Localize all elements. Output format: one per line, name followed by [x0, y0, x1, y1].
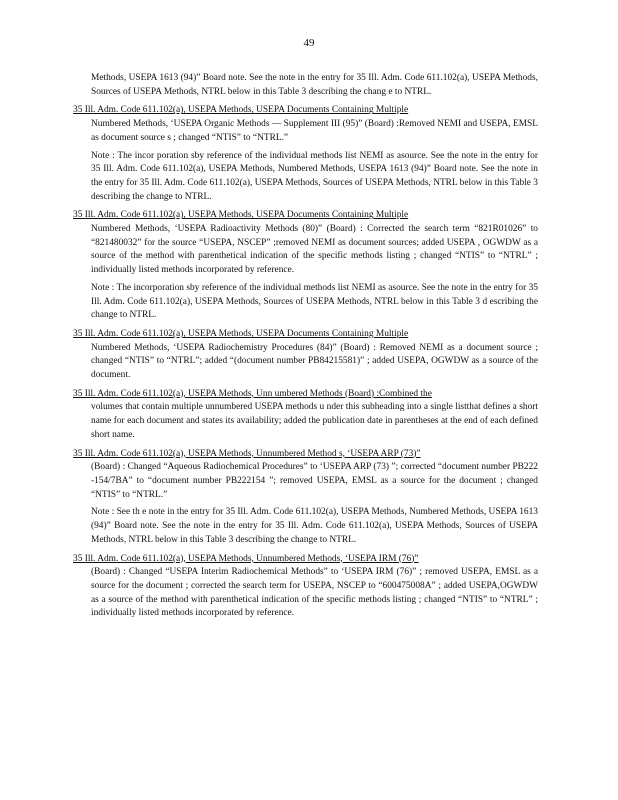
amendment-entry [73, 448, 538, 548]
entries-list [73, 104, 538, 621]
amendment-entry [73, 209, 538, 323]
amendment-entry [73, 388, 538, 443]
entry-citation: 35 Ill. Adm. Code 611.102(a), USEPA Methods, USEPA Documents Containing Multiple [73, 210, 409, 221]
amendment-entry [73, 553, 538, 622]
entry-note: Note : See th e note in the entry for 35 Ill. Adm. Code 611.102(a), USEPA Methods, Numbered Methods, USEPA 1613 (94)” Board note. See the note in the entry for 35 Ill. Adm. Code 611.102(a), USEPA Methods, Sources of USEPA Methods, NTRL below in this Table 3 describing the change to NTRL. [91, 507, 538, 545]
entry-description: Numbered Methods, ‘USEPA Organic Methods — Supplement III (95)” (Board) :Removed NEMI and USEPA, EMSL as document source s ; changed “NTIS” to “NTRL.” [91, 119, 538, 143]
entry-description: Numbered Methods, ‘USEPA Radiochemistry Procedures (84)” (Board) : Removed NEMI as a document source ; changed “NTIS” to “NTRL”; added “(document number PB84215581)” ; added USEPA, OGWDW as a source of the document. [91, 342, 538, 381]
entry-citation: 35 Ill. Adm. Code 611.102(a), USEPA Methods, USEPA Documents Containing Multiple [73, 328, 409, 339]
amendment-entry [73, 104, 538, 204]
page-number: 49 [303, 37, 315, 49]
amendment-entry [73, 328, 538, 383]
entry-note: Note : The incorporation sby reference of the individual methods list NEMI as asource. See the note in the entry for 35 Ill. Adm. Code 611.102(a), USEPA Methods, Sources of USEPA Methods, NTRL below in this Table 3 d escribing the change to NTRL. [91, 282, 538, 321]
entry-citation: 35 Ill. Adm. Code 611.102(a), USEPA Methods, USEPA Documents Containing Multiple [73, 105, 409, 116]
entry-citation: 35 Ill. Adm. Code 611.102(a), USEPA Methods, Unnumbered Method s, ‘USEPA ARP (73)” [73, 448, 421, 459]
entry-description: (Board) : Changed “Aqueous Radiochemical Procedures” to ‘USEPA ARP (73) ”; corrected “document number PB222 -154/7BA” to “document number PB222154 ”; removed USEPA, EMSL as a source for the document ; changed “NTIS” to “NTRL.” [91, 462, 538, 500]
table-3-content [73, 72, 538, 626]
entry-note: Note : The incor poration sby reference of the individual methods list NEMI as asource. See the note in the entry for 35 Ill. Adm. Code 611.102(a), USEPA Methods, Numbered Methods, USEPA 1613 (94)” Board note. See the note in the entry for 35 Ill. Adm. Code 611.102(a), USEPA Methods, Sources of USEPA Methods, NTRL below in this Table 3 describing the change to NTRL. [91, 150, 538, 202]
entry-description: Numbered Methods, ‘USEPA Radioactivity Methods (80)” (Board) : Corrected the search term “821R01026” to “821480032” for the source “USEPA, NSCEP” ;removed NEMI as document sources; added USEPA , OGWDW as a source of the method with parenthetical indication of the specific methods listing ; changed “NTIS” to “NTRL” ; individually listed methods incorporated by reference. [91, 224, 538, 276]
entry-description: (Board) : Changed “USEPA Interim Radiochemical Methods” to ‘USEPA IRM (76)” ; removed USEPA, EMSL as a source for the document ; corrected the search term for USEPA, NSCEP to “600475008A” ; added USEPA,OGWDW as a source of the method with parenthetical indication of the specific methods listing ; changed “NTIS” to “NTRL” ; individually listed methods incorporated by reference. [91, 567, 538, 619]
entry-citation: 35 Ill. Adm. Code 611.102(a), USEPA Methods, Unn umbered Methods (Board) :Combined the [73, 388, 432, 399]
entry-citation: 35 Ill. Adm. Code 611.102(a), USEPA Methods, Unnumbered Methods, ‘USEPA IRM (76)” [73, 553, 419, 564]
entry-description: volumes that contain multiple unnumbered USEPA methods u nder this subheading into a single listthat defines a short name for each document and states its availability; added the publication date in parentheses at the end of each defined short name. [91, 402, 538, 440]
continuation-text: Methods, USEPA 1613 (94)” Board note. See the note in the entry for 35 Ill. Adm. Code 611.102(a), USEPA Methods, Sources of USEPA Methods, NTRL below in this Table 3 describing the chang e to NTRL. [91, 73, 538, 97]
